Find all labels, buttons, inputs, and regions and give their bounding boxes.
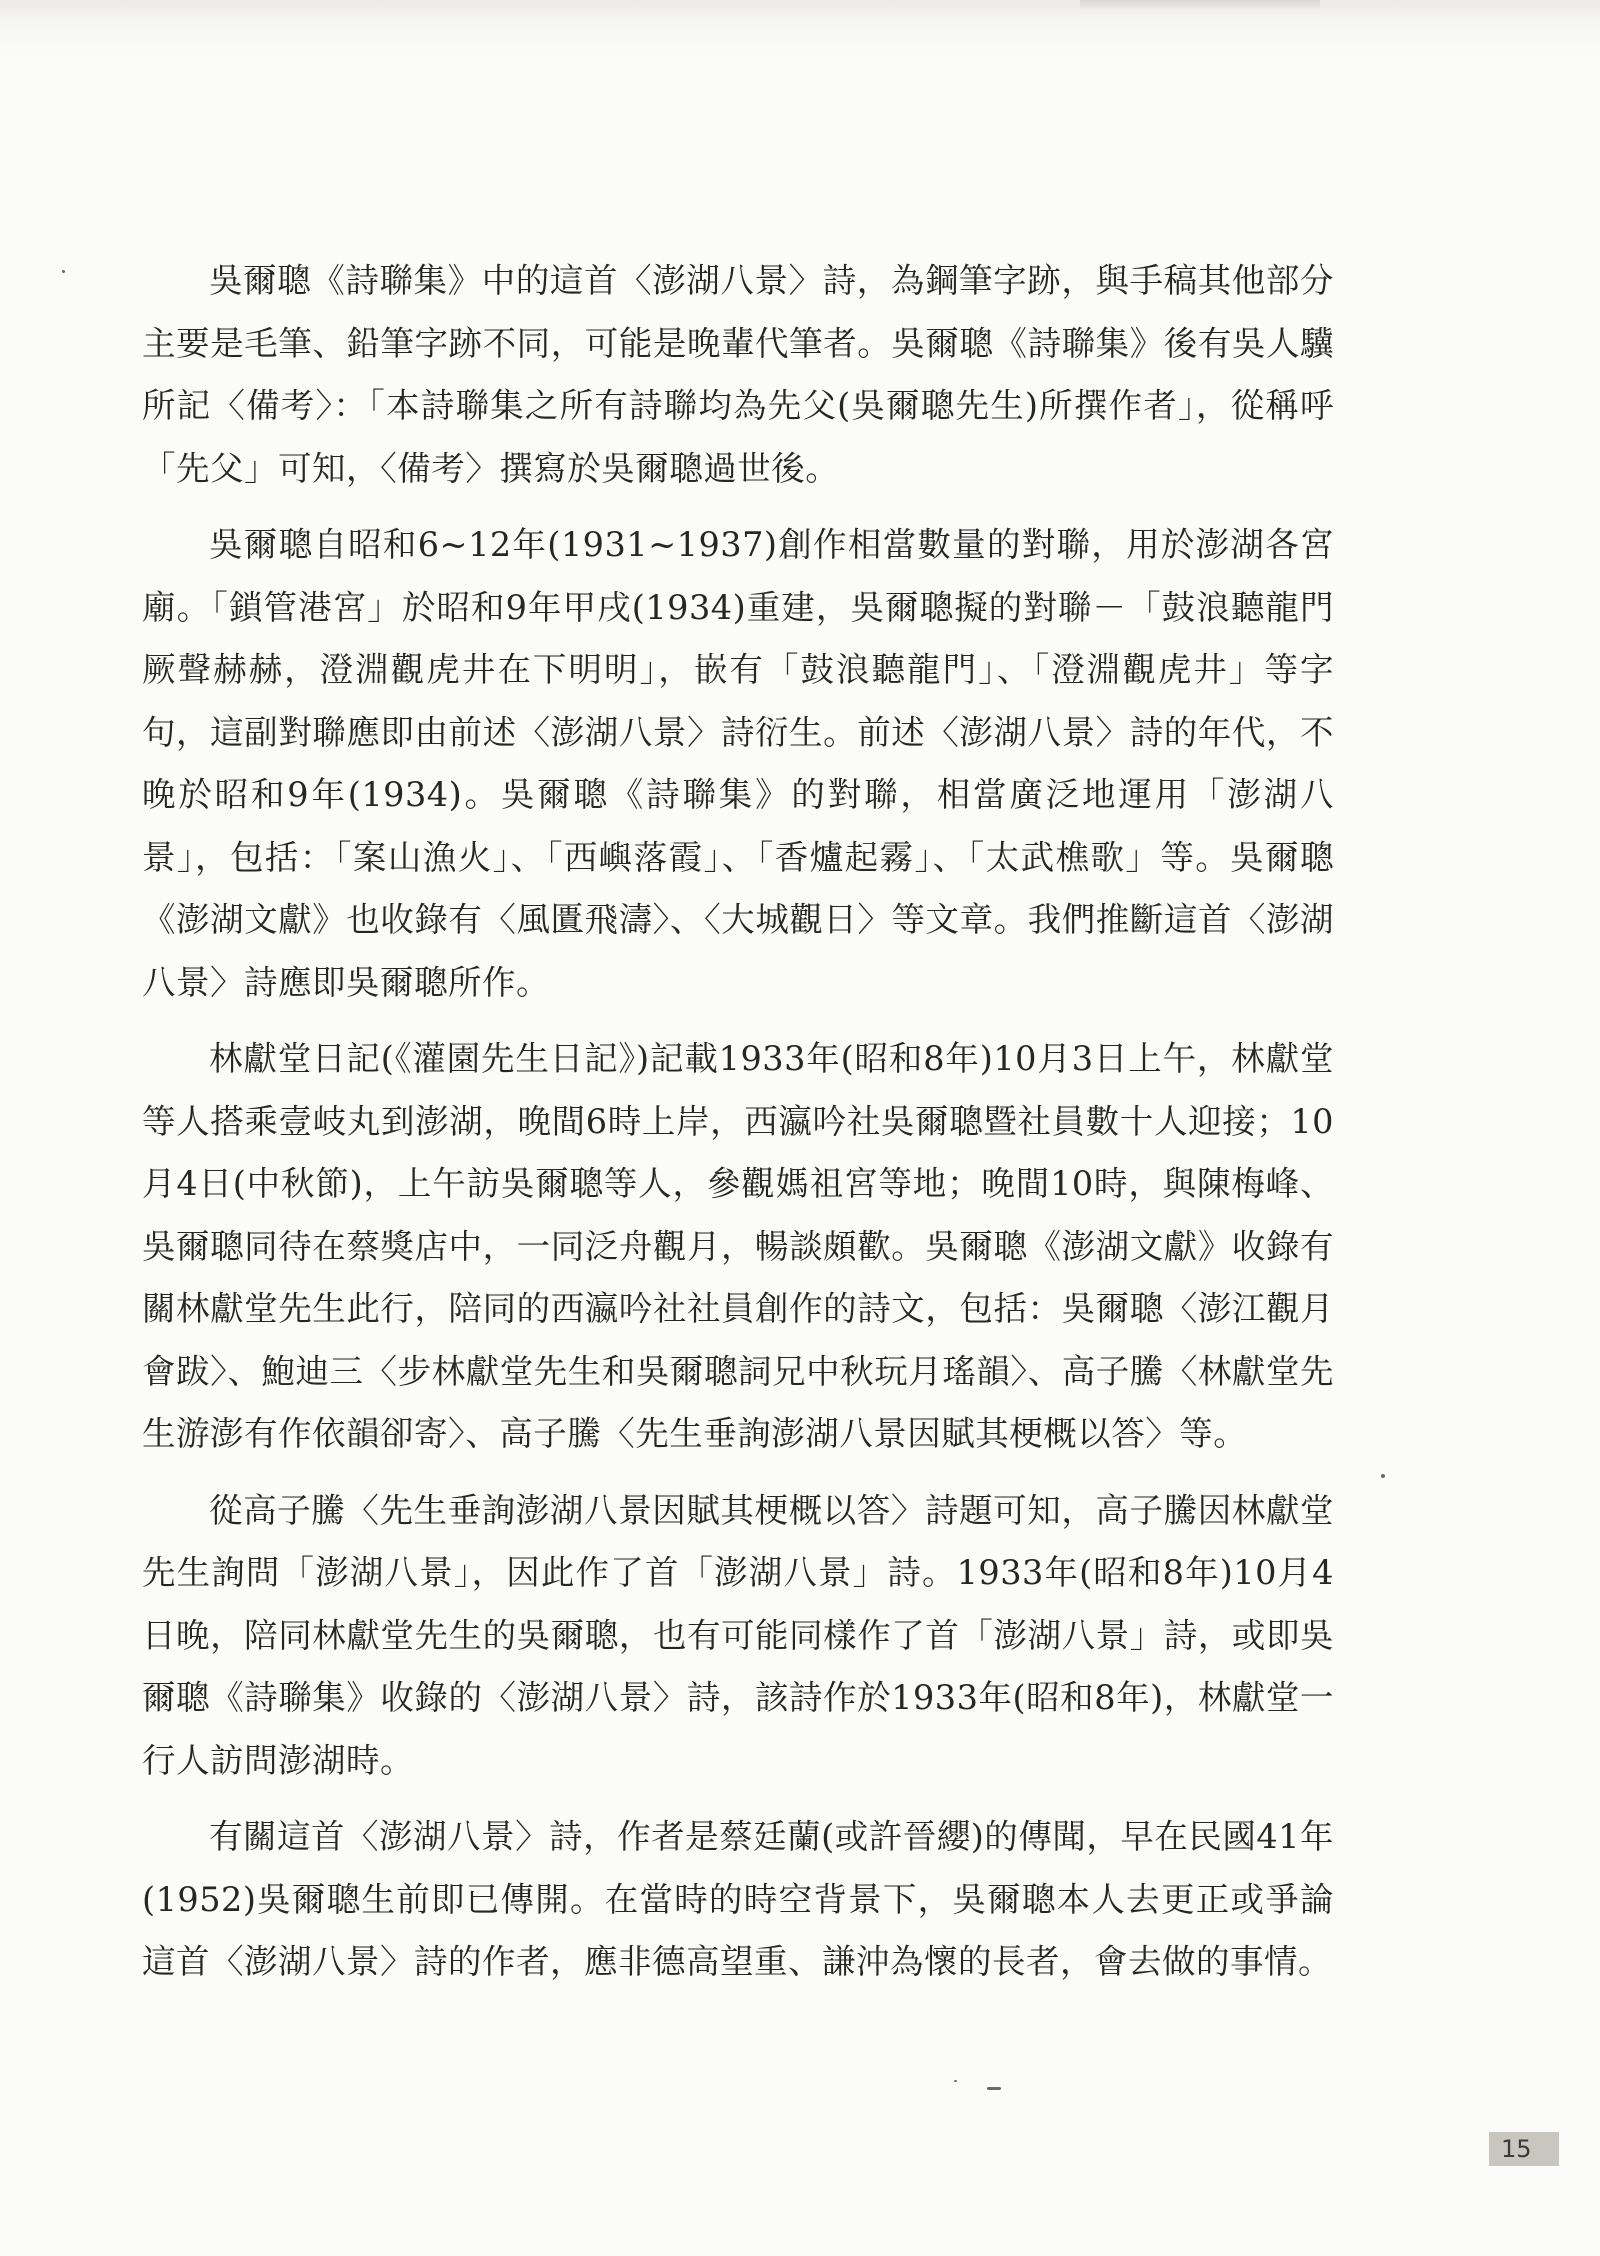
page-number: 15 — [1501, 2135, 1532, 2163]
page-number-tab — [1489, 2132, 1559, 2166]
scan-speck — [1381, 1474, 1385, 1478]
scan-speck — [954, 2080, 957, 2082]
paragraph-2: 吳爾聰自昭和6~12年(1931~1937)創作相當數量的對聯，用於澎湖各宮廟。「鎖管港宮」於昭和9年甲戌(1934)重建，吳爾聰擬的對聯－「鼓浪聽龍門厥聲赫赫，澄淵觀虎井在下明明」，嵌有「鼓浪聽龍門」、「澄淵觀虎井」等字句，這副對聯應即由前述〈澎湖八景〉詩衍生。前述〈澎湖八景〉詩的年代，不晚於昭和9年(1934)。吳爾聰《詩聯集》的對聯，相當廣泛地運用「澎湖八景」，包括：「案山漁火」、「西嶼落霞」、「香爐起霧」、「太武樵歌」等。吳爾聰《澎湖文獻》也收錄有〈風匱飛濤〉、〈大城觀日〉等文章。我們推斷這首〈澎湖八景〉詩應即吳爾聰所作。 — [142, 525, 1334, 1002]
scan-speck — [987, 2087, 1001, 2090]
paragraph-5: 有關這首〈澎湖八景〉詩，作者是蔡廷蘭(或許晉纓)的傳聞，早在民國41年(1952)吳爾聰生前即已傳開。在當時的時空背景下，吳爾聰本人去更正或爭論這首〈澎湖八景〉詩的作者，應非德高望重、謙沖為懷的長者，會去做的事情。 — [142, 1817, 1334, 1981]
article-body — [142, 250, 1334, 2008]
scan-speck — [62, 270, 65, 273]
bleed-through-mark — [1080, 0, 1320, 10]
paragraph-1: 吳爾聰《詩聯集》中的這首〈澎湖八景〉詩，為鋼筆字跡，與手稿其他部分主要是毛筆、鉛筆字跡不同，可能是晚輩代筆者。吳爾聰《詩聯集》後有吳人驥所記〈備考〉：「本詩聯集之所有詩聯均為先父(吳爾聰先生)所撰作者」，從稱呼「先父」可知，〈備考〉撰寫於吳爾聰過世後。 — [142, 261, 1334, 488]
page-top-edge-shadow — [0, 0, 1600, 60]
paragraph-4: 從高子騰〈先生垂詢澎湖八景因賦其梗概以答〉詩題可知，高子騰因林獻堂先生詢問「澎湖八景」，因此作了首「澎湖八景」詩。1933年(昭和8年)10月4日晚，陪同林獻堂先生的吳爾聰，也有可能同樣作了首「澎湖八景」詩，或即吳爾聰《詩聯集》收錄的〈澎湖八景〉詩，該詩作於1933年(昭和8年)，林獻堂一行人訪問澎湖時。 — [142, 1490, 1334, 1780]
paragraph-3: 林獻堂日記(《灌園先生日記》)記載1933年(昭和8年)10月3日上午，林獻堂等人搭乘壹岐丸到澎湖，晚間6時上岸，西瀛吟社吳爾聰暨社員數十人迎接；10月4日(中秋節)，上午訪吳爾聰等人，參觀媽祖宮等地；晚間10時，與陳梅峰、吳爾聰同待在蔡獎店中，一同泛舟觀月，暢談頗歡。吳爾聰《澎湖文獻》收錄有關林獻堂先生此行，陪同的西瀛吟社社員創作的詩文，包括：吳爾聰〈澎江觀月會跋〉、鮑迪三〈步林獻堂先生和吳爾聰詞兄中秋玩月瑤韻〉、高子騰〈林獻堂先生游澎有作依韻卻寄〉、高子騰〈先生垂詢澎湖八景因賦其梗概以答〉等。 — [142, 1039, 1334, 1453]
